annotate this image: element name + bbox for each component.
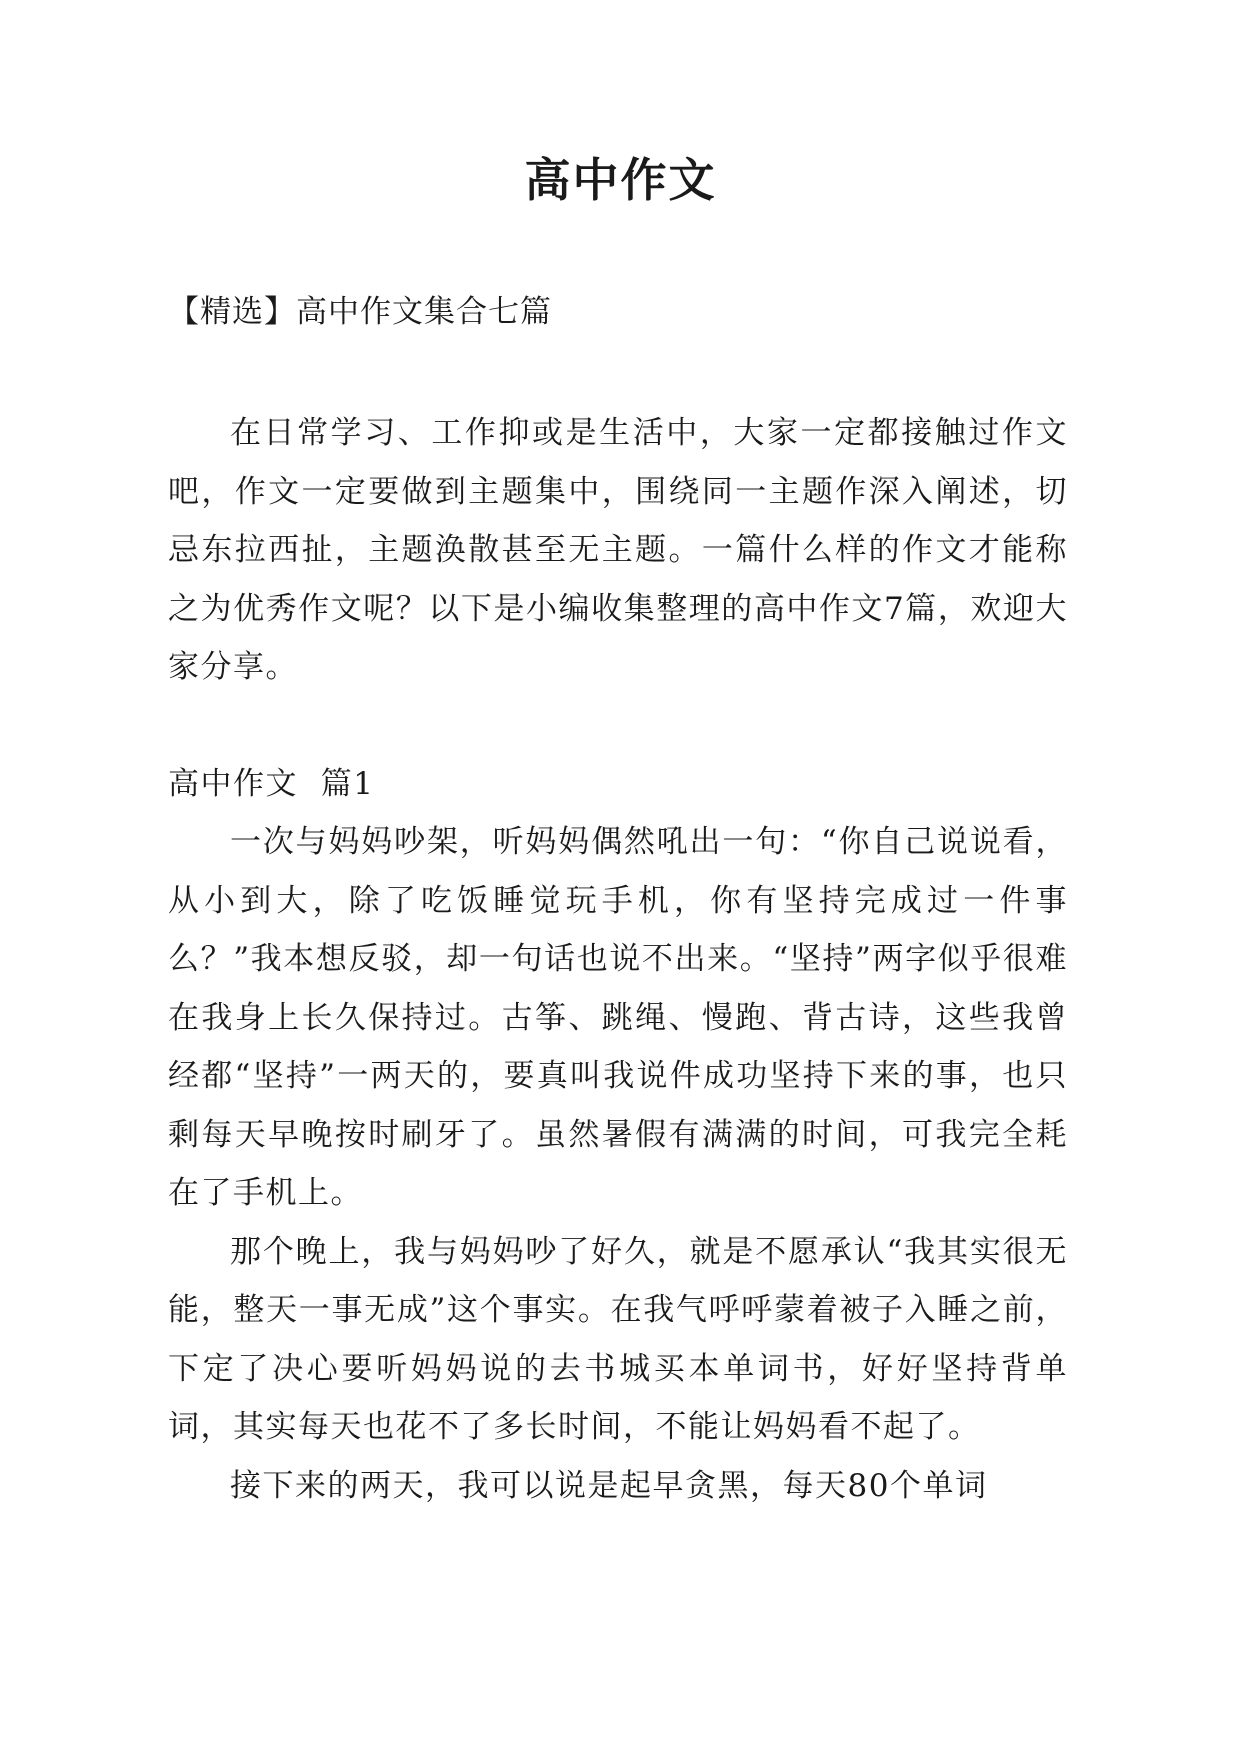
document-subtitle: 【精选】高中作文集合七篇 xyxy=(168,294,552,330)
body-paragraph: 一次与妈妈吵架，听妈妈偶然吼出一句：“你自己说说看，从小到大，除了吃饭睡觉玩手机，你有坚持完成过一件事么？”我本想反驳，却一句话也说不出来。“坚持”两字似乎很难在我身上长久保持过。古筝、跳绳、慢跑、背古诗，这些我曾经都“坚持”一两天的，要真叫我说件成功坚持下来的事，也只剩每天早晚按时刷牙了。虽然暑假有满满的时间，可我完全耗在了手机上。 xyxy=(168,824,1068,1211)
document-body xyxy=(168,404,1068,1515)
section-heading: 高中作文 篇1 xyxy=(168,765,375,802)
intro-paragraph: 在日常学习、工作抑或是生活中，大家一定都接触过作文吧，作文一定要做到主题集中，围绕同一主题作深入阐述，切忌东拉西扯，主题涣散甚至无主题。一篇什么样的作文才能称之为优秀作文呢？以下是小编收集整理的高中作文7篇，欢迎大家分享。 xyxy=(168,415,1068,685)
body-paragraph: 接下来的两天，我可以说是起早贪黑，每天80个单词 xyxy=(230,1467,988,1504)
document-title: 高中作文 xyxy=(524,153,717,207)
body-paragraph: 那个晚上，我与妈妈吵了好久，就是不愿承认“我其实很无能，整天一事无成”这个事实。在我气呼呼蒙着被子入睡之前，下定了决心要听妈妈说的去书城买本单词书，好好坚持背单词，其实每天也花不了多长时间，不能让妈妈看不起了。 xyxy=(168,1233,1068,1445)
